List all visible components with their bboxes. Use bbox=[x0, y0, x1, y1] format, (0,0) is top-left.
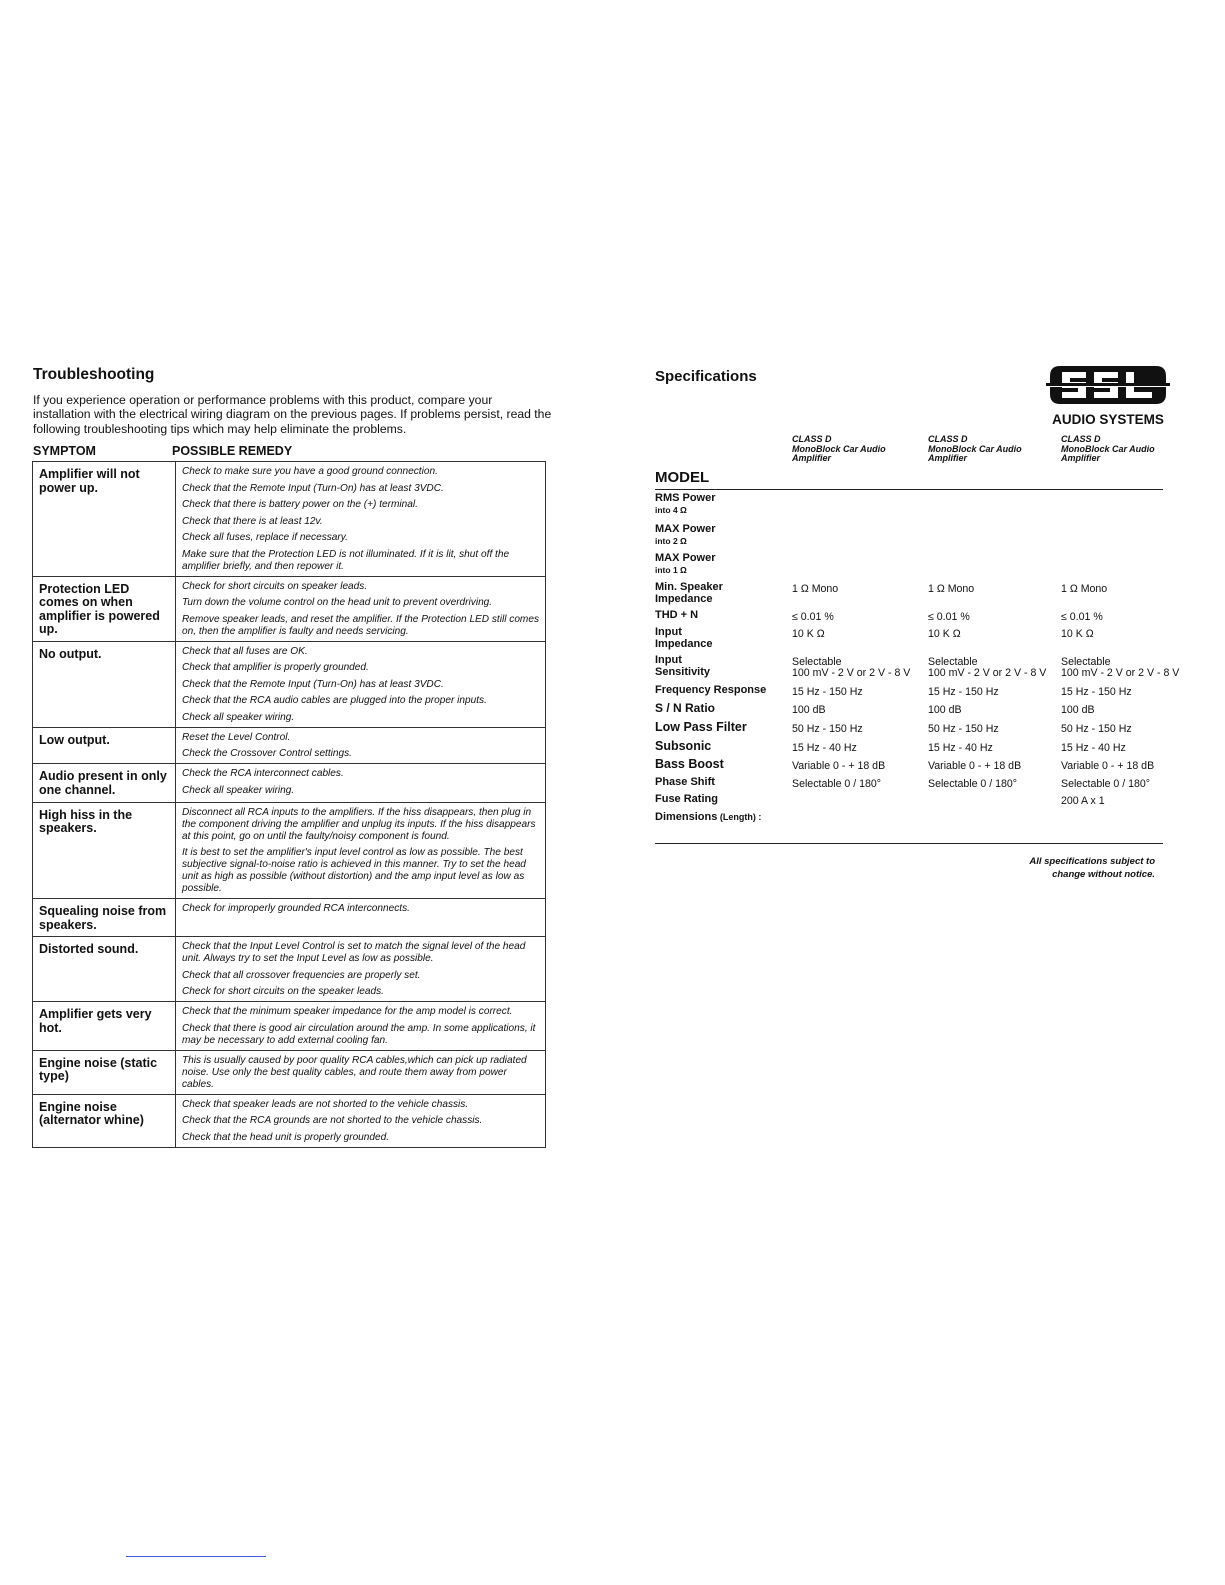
spec-label-text: MAX Power bbox=[655, 552, 716, 564]
column-1-line-3: Amplifier bbox=[792, 453, 832, 464]
spec-value: 100 mV - 2 V or 2 V - 8 V bbox=[792, 667, 911, 679]
troubleshooting-row bbox=[33, 727, 546, 764]
spec-value: 100 mV - 2 V or 2 V - 8 V bbox=[928, 667, 1047, 679]
spec-label-text: THD + N bbox=[655, 609, 699, 621]
spec-value: 1 Ω Mono bbox=[792, 583, 839, 595]
troubleshooting-row bbox=[33, 764, 546, 802]
spec-label-text: Low Pass Filter bbox=[655, 720, 747, 734]
spec-label bbox=[655, 722, 747, 734]
footer-rule bbox=[126, 1556, 266, 1557]
spec-value: 100 mV - 2 V or 2 V - 8 V bbox=[1061, 667, 1180, 679]
spec-label bbox=[655, 627, 712, 650]
remedy-line: Check all speaker wiring. bbox=[182, 711, 295, 723]
spec-label bbox=[655, 777, 715, 789]
remedy-cell bbox=[176, 727, 546, 764]
spec-value: Variable 0 - + 18 dB bbox=[1061, 760, 1155, 772]
column-3-line-1: CLASS D bbox=[1061, 434, 1101, 444]
spec-label-sub: Sensitivity bbox=[655, 665, 711, 678]
spec-notice bbox=[990, 855, 1155, 881]
spec-value: 15 Hz - 150 Hz bbox=[792, 686, 863, 698]
spec-value: 100 dB bbox=[928, 704, 962, 716]
logo-text: AUDIO SYSTEMS bbox=[1052, 412, 1164, 427]
spec-value: 15 Hz - 150 Hz bbox=[1061, 686, 1132, 698]
spec-label bbox=[655, 759, 724, 771]
spec-label bbox=[655, 741, 711, 753]
spec-value: Variable 0 - + 18 dB bbox=[928, 760, 1022, 772]
spec-label-text: Frequency Response bbox=[655, 684, 767, 696]
spec-value: 15 Hz - 150 Hz bbox=[928, 686, 999, 698]
notice-line-2: change without notice. bbox=[1052, 869, 1155, 880]
spec-label-sub: into 4 Ω bbox=[655, 504, 687, 515]
spec-value: Selectable 0 / 180° bbox=[1061, 778, 1151, 790]
spec-value: Selectable bbox=[792, 656, 842, 668]
spec-value: ≤ 0.01 % bbox=[792, 611, 834, 623]
spec-value: 100 dB bbox=[1061, 704, 1095, 716]
spec-label bbox=[655, 610, 698, 622]
model-divider bbox=[655, 489, 1163, 490]
spec-value: 15 Hz - 40 Hz bbox=[928, 742, 993, 754]
remedy-cell bbox=[176, 802, 546, 899]
remedy-line: Check that speaker leads are not shorted to the vehicle chassis. bbox=[182, 1098, 469, 1110]
spec-label bbox=[655, 582, 723, 605]
remedy-line: Check that there is good air circulation around the amp. In some applications, it may be necessary to add external cooling fan. bbox=[182, 1022, 536, 1046]
remedy-line: Check for improperly grounded RCA interconnects. bbox=[182, 903, 410, 915]
symptom-cell: Engine noise (static type) bbox=[33, 1050, 176, 1094]
remedy-line: Turn down the volume control on the head unit to prevent overdriving. bbox=[182, 597, 493, 608]
remedy-line: Check the RCA interconnect cables. bbox=[182, 768, 344, 780]
spec-label-text: Input bbox=[655, 654, 682, 666]
spec-label bbox=[655, 685, 766, 697]
remedy-line: Check that the head unit is properly grounded. bbox=[182, 1131, 390, 1143]
spec-label bbox=[655, 553, 716, 576]
remedy-line: Check for short circuits on the speaker leads. bbox=[182, 986, 384, 998]
spec-value: 10 K Ω bbox=[928, 628, 961, 640]
spec-value: ≤ 0.01 % bbox=[1061, 611, 1103, 623]
column-header-3 bbox=[1061, 435, 1155, 464]
symptom-cell: Amplifier will not power up. bbox=[33, 462, 176, 577]
troubleshooting-row bbox=[33, 576, 546, 641]
spec-value: Selectable bbox=[1061, 656, 1111, 668]
spec-value: 15 Hz - 40 Hz bbox=[1061, 742, 1126, 754]
troubleshooting-row bbox=[33, 937, 546, 1002]
spec-value: 50 Hz - 150 Hz bbox=[1061, 723, 1132, 735]
spec-label-text: Fuse Rating bbox=[655, 793, 718, 805]
spec-label-sub: Impedance bbox=[655, 592, 713, 605]
spec-label-sub: into 2 Ω bbox=[655, 535, 687, 546]
spec-label-text: Min. Speaker bbox=[655, 581, 723, 593]
symptom-cell: Amplifier gets very hot. bbox=[33, 1002, 176, 1051]
spec-value: 10 K Ω bbox=[1061, 628, 1094, 640]
remedy-line: Reset the Level Control. bbox=[182, 731, 291, 743]
column-2-line-3: Amplifier bbox=[928, 453, 968, 464]
notice-line-1: All specifications subject to bbox=[1029, 856, 1155, 867]
troubleshooting-row bbox=[33, 1002, 546, 1051]
troubleshooting-title: Troubleshooting bbox=[33, 366, 155, 383]
remedy-line: Disconnect all RCA inputs to the amplifiers. If the hiss disappears, then plug in the component driving the amplifier and unplug its inputs. If the hiss disappears at this point, go on until the faulty/noisy component is found. bbox=[182, 806, 536, 842]
remedy-line: Check that all fuses are OK. bbox=[182, 645, 308, 657]
remedy-cell bbox=[176, 641, 546, 727]
spec-label-text: Subsonic bbox=[655, 739, 712, 753]
spec-value: 100 dB bbox=[792, 704, 826, 716]
spec-label bbox=[655, 794, 718, 806]
symptom-cell: Protection LED comes on when amplifier is powered up. bbox=[33, 576, 176, 641]
spec-value: Selectable bbox=[928, 656, 978, 668]
spec-label bbox=[655, 655, 710, 678]
remedy-cell bbox=[176, 1050, 546, 1094]
remedy-line: Check that the Remote Input (Turn-On) has at least 3VDC. bbox=[182, 482, 444, 494]
spec-value: 10 K Ω bbox=[792, 628, 825, 640]
spec-value: ≤ 0.01 % bbox=[928, 611, 970, 623]
troubleshooting-row bbox=[33, 1050, 546, 1094]
spec-bottom-divider bbox=[655, 843, 1163, 844]
remedy-line: Check all fuses, replace if necessary. bbox=[182, 532, 348, 543]
troubleshooting-table bbox=[32, 461, 546, 1148]
model-label: MODEL bbox=[655, 469, 710, 486]
column-header-1 bbox=[792, 435, 886, 464]
remedy-line: Check that the RCA audio cables are plugged into the proper inputs. bbox=[182, 695, 487, 707]
remedy-column-header: POSSIBLE REMEDY bbox=[172, 444, 293, 458]
symptom-column-header: SYMPTOM bbox=[33, 444, 96, 458]
remedy-cell bbox=[176, 764, 546, 802]
column-2-line-2: MonoBlock Car Audio bbox=[928, 443, 1022, 454]
spec-label-text: Phase Shift bbox=[655, 776, 715, 788]
spec-label-text: Dimensions bbox=[655, 811, 718, 823]
troubleshooting-row bbox=[33, 899, 546, 937]
column-2-line-1: CLASS D bbox=[928, 434, 968, 444]
spec-value: 50 Hz - 150 Hz bbox=[792, 723, 863, 735]
remedy-line: Check that the minimum speaker impedance for the amp model is correct. bbox=[182, 1006, 513, 1018]
symptom-cell: High hiss in the speakers. bbox=[33, 802, 176, 899]
spec-label-text: MAX Power bbox=[655, 523, 716, 535]
spec-label-sub: into 1 Ω bbox=[655, 564, 687, 575]
spec-label-text: RMS Power bbox=[655, 492, 716, 504]
symptom-cell: Engine noise (alternator whine) bbox=[33, 1094, 176, 1147]
column-header-2 bbox=[928, 435, 1022, 464]
specifications-title: Specifications bbox=[655, 368, 757, 385]
remedy-cell bbox=[176, 1002, 546, 1051]
symptom-cell: Low output. bbox=[33, 727, 176, 764]
troubleshooting-row bbox=[33, 802, 546, 899]
troubleshooting-intro: If you experience operation or performance problems with this product, compare your installation with the electrical wiring diagram on the previous pages. If problems persist, read the following troubleshooting tips which may help eliminate the problems. bbox=[33, 393, 552, 436]
spec-label-sub: Impedance bbox=[655, 637, 713, 650]
troubleshooting-row bbox=[33, 1094, 546, 1147]
spec-label bbox=[655, 524, 716, 547]
remedy-line: Check that there is at least 12v. bbox=[182, 515, 323, 527]
column-1-line-2: MonoBlock Car Audio bbox=[792, 443, 886, 454]
remedy-line: Check that the Remote Input (Turn-On) has at least 3VDC. bbox=[182, 678, 444, 690]
remedy-line: Check for short circuits on speaker leads. bbox=[182, 580, 368, 592]
remedy-cell bbox=[176, 462, 546, 577]
spec-label bbox=[655, 812, 761, 824]
spec-label-text: Input bbox=[655, 626, 682, 638]
symptom-cell: No output. bbox=[33, 641, 176, 727]
spec-label-suffix: (Length) : bbox=[717, 812, 762, 822]
remedy-line: Remove speaker leads, and reset the amplifier. If the Protection LED still comes on, then the amplifier is faulty and needs servicing. bbox=[182, 613, 539, 637]
remedy-line: Check that the Input Level Control is set to match the signal level of the head unit. Always try to set the Input Level as low as possible. bbox=[182, 941, 526, 965]
remedy-line: It is best to set the amplifier's input level control as low as possible. The best subjective signal-to-noise ratio is achieved in this manner. Try to set the head unit as high as possible (without distortion) and the amp input level as low as possible. bbox=[182, 847, 526, 895]
remedy-line: Check to make sure you have a good ground connection. bbox=[182, 466, 438, 477]
ssl-logo bbox=[1046, 364, 1170, 427]
symptom-cell: Audio present in only one channel. bbox=[33, 764, 176, 802]
remedy-cell bbox=[176, 576, 546, 641]
spec-value: 15 Hz - 40 Hz bbox=[792, 742, 857, 754]
column-3-line-3: Amplifier bbox=[1061, 453, 1101, 464]
ssl-logo-mark bbox=[1046, 364, 1170, 408]
spec-label bbox=[655, 493, 716, 516]
column-1-line-1: CLASS D bbox=[792, 434, 832, 444]
troubleshooting-row bbox=[33, 462, 546, 577]
spec-value: Variable 0 - + 18 dB bbox=[792, 760, 886, 772]
spec-value: 1 Ω Mono bbox=[928, 583, 975, 595]
remedy-line: Check that amplifier is properly grounded. bbox=[182, 662, 369, 674]
spec-value: Selectable 0 / 180° bbox=[928, 778, 1018, 790]
spec-label-text: Bass Boost bbox=[655, 757, 724, 771]
remedy-cell bbox=[176, 937, 546, 1002]
remedy-line: Check that the RCA grounds are not shorted to the vehicle chassis. bbox=[182, 1115, 483, 1127]
remedy-line: Check that all crossover frequencies are properly set. bbox=[182, 969, 421, 981]
spec-label bbox=[655, 703, 715, 715]
symptom-cell: Distorted sound. bbox=[33, 937, 176, 1002]
spec-value: 50 Hz - 150 Hz bbox=[928, 723, 999, 735]
symptom-cell: Squealing noise from speakers. bbox=[33, 899, 176, 937]
spec-value: Selectable 0 / 180° bbox=[792, 778, 882, 790]
remedy-cell bbox=[176, 899, 546, 937]
remedy-line: Make sure that the Protection LED is not illuminated. If it is lit, shut off the amplifier briefly, and then repower it. bbox=[182, 548, 510, 572]
column-3-line-2: MonoBlock Car Audio bbox=[1061, 443, 1155, 454]
spec-label-text: S / N Ratio bbox=[655, 701, 716, 715]
troubleshooting-row bbox=[33, 641, 546, 727]
remedy-line: Check that there is battery power on the (+) terminal. bbox=[182, 499, 418, 510]
remedy-line: Check the Crossover Control settings. bbox=[182, 748, 352, 760]
spec-value: 200 A x 1 bbox=[1061, 795, 1105, 807]
remedy-line: Check all speaker wiring. bbox=[182, 784, 295, 796]
remedy-line: This is usually caused by poor quality RCA cables,which can pick up radiated noise. Use only the best quality cables, and route them away from power cables. bbox=[182, 1054, 527, 1090]
remedy-cell bbox=[176, 1094, 546, 1147]
spec-value: 1 Ω Mono bbox=[1061, 583, 1108, 595]
